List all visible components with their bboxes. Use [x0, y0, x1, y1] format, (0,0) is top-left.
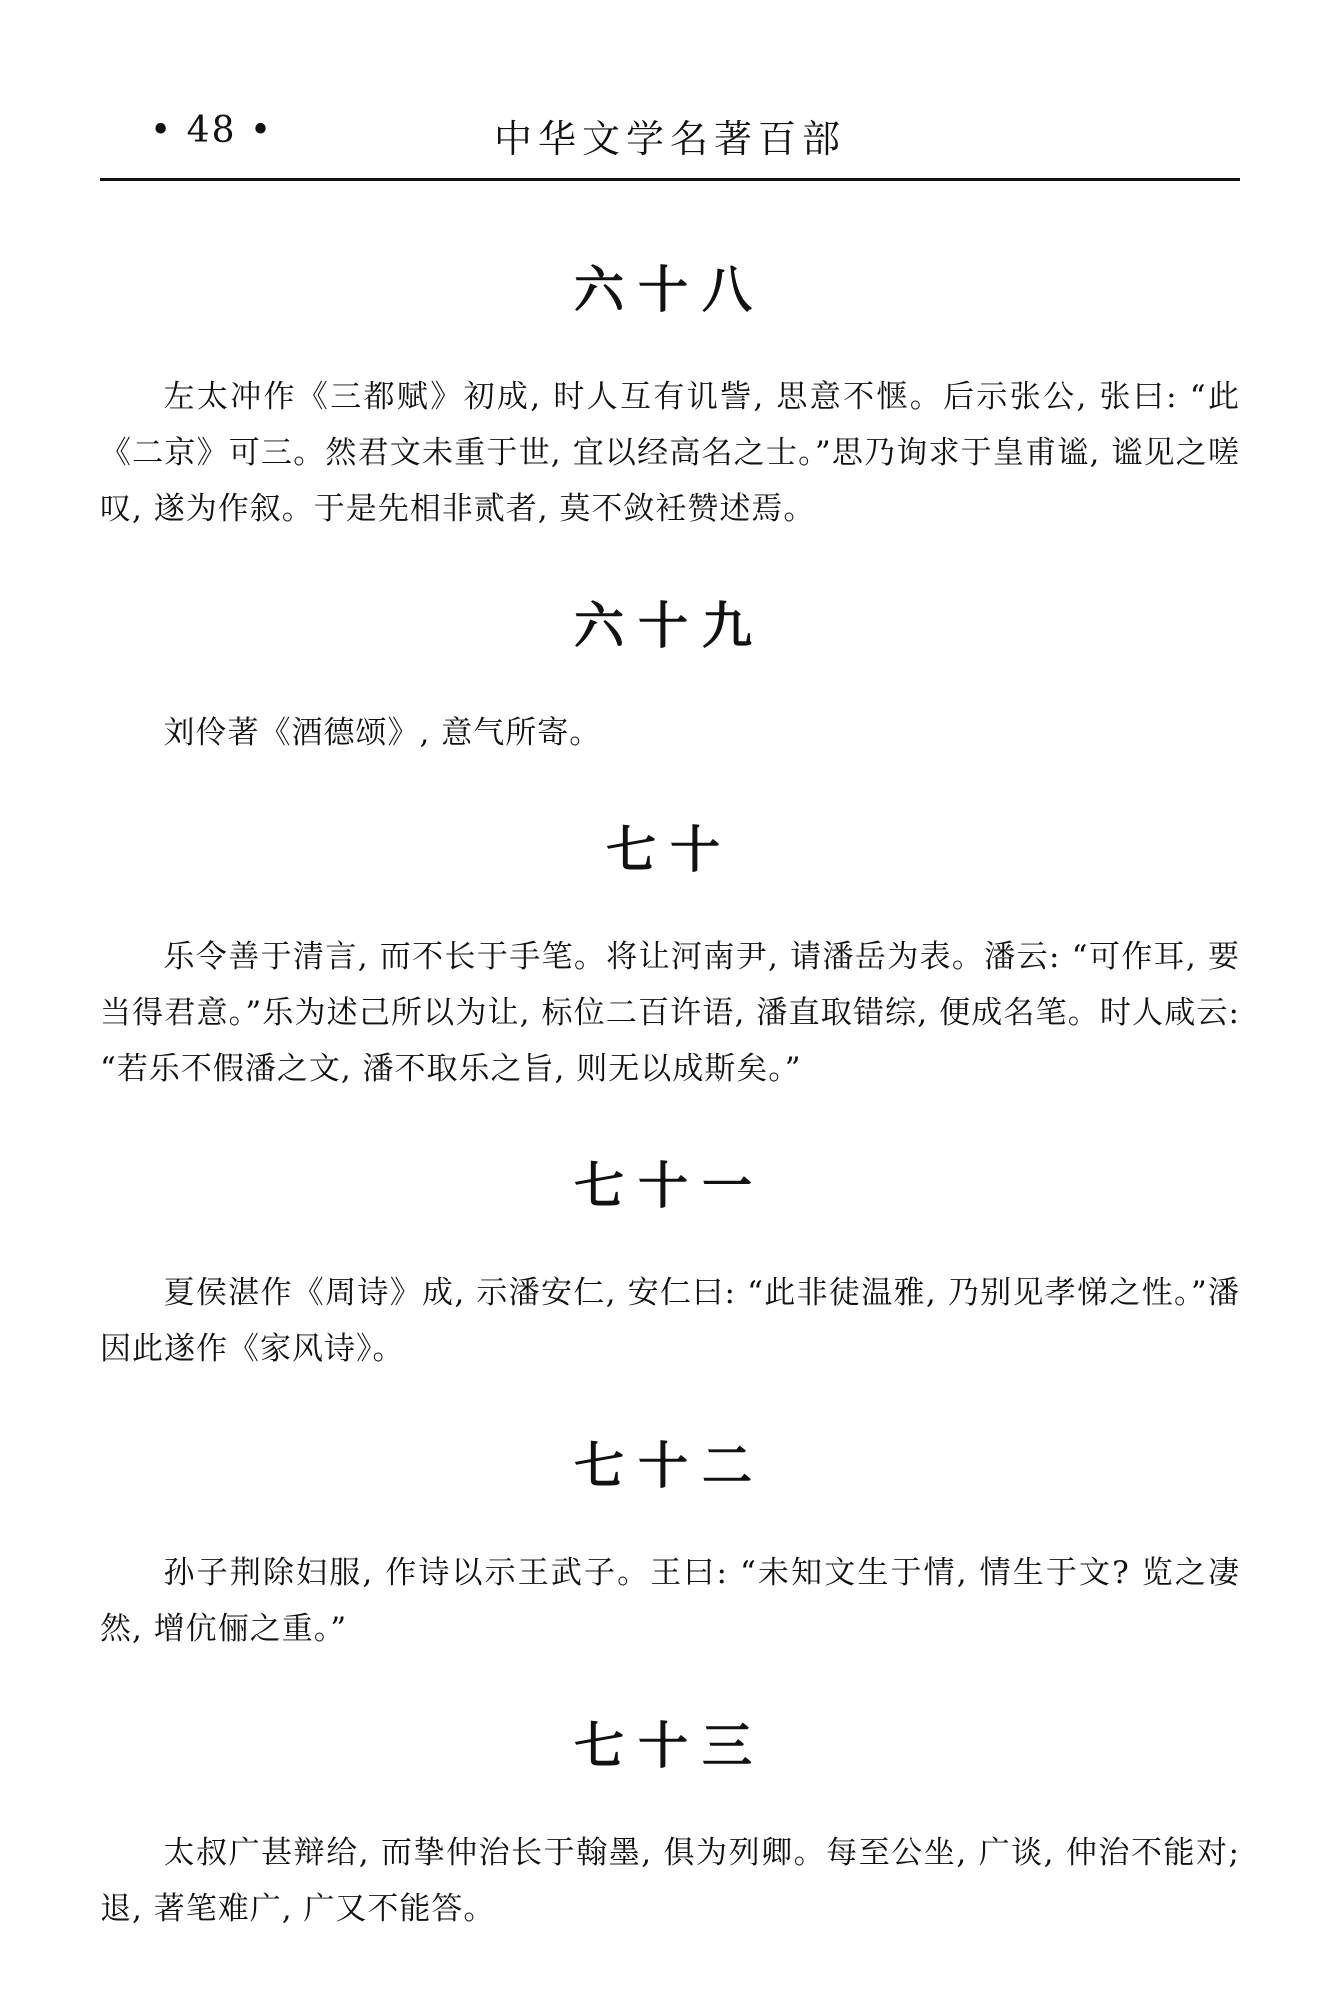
section-paragraph: 乐令善于清言, 而不长于手笔。将让河南尹, 请潘岳为表。潘云: “可作耳, 要当得君意。”乐为述己所以为让, 标位二百许语, 潘直取错综, 便成名笔。时人咸云: “若乐不假潘之文, 潘不取乐之旨, 则无以成斯矣。” [100, 939, 1240, 1087]
section-73 [100, 1711, 1240, 1937]
section-71 [100, 1151, 1240, 1377]
section-paragraph: 太叔广甚辩给, 而挚仲治长于翰墨, 俱为列卿。每至公坐, 广谈, 仲治不能对; 退, 著笔难广, 广又不能答。 [100, 1835, 1240, 1927]
section-paragraph: 夏侯湛作《周诗》成, 示潘安仁, 安仁曰: “此非徒温雅, 乃别见孝悌之性。”潘因此遂作《家风诗》。 [100, 1275, 1240, 1367]
page-number: • 48 • [150, 110, 274, 151]
section-title: 七十二 [574, 1437, 766, 1495]
section-title: 七十 [606, 821, 734, 879]
section-paragraph: 刘伶著《酒德颂》, 意气所寄。 [163, 715, 602, 751]
section-paragraph: 左太冲作《三都赋》初成, 时人互有讥訾, 思意不惬。后示张公, 张曰: “此《二京》可三。然君文未重于世, 宜以经高名之士。”思乃询求于皇甫谧, 谧见之嗟叹, 遂为作叙。于是先相非贰者, 莫不敛衽赞述焉。 [100, 379, 1240, 527]
section-title: 六十八 [574, 261, 766, 319]
page-header [100, 98, 1240, 181]
section-title: 七十一 [574, 1157, 766, 1215]
section-paragraph: 孙子荆除妇服, 作诗以示王武子。王曰: “未知文生于情, 情生于文? 览之凄然, 增伉俪之重。” [100, 1555, 1240, 1647]
section-68 [100, 255, 1240, 537]
section-title: 七十三 [574, 1717, 766, 1775]
section-69 [100, 591, 1240, 761]
book-title: 中华文学名著百部 [493, 117, 846, 161]
section-70 [100, 815, 1240, 1097]
page-body [100, 255, 1240, 1991]
section-72 [100, 1431, 1240, 1657]
section-title: 六十九 [574, 597, 766, 655]
